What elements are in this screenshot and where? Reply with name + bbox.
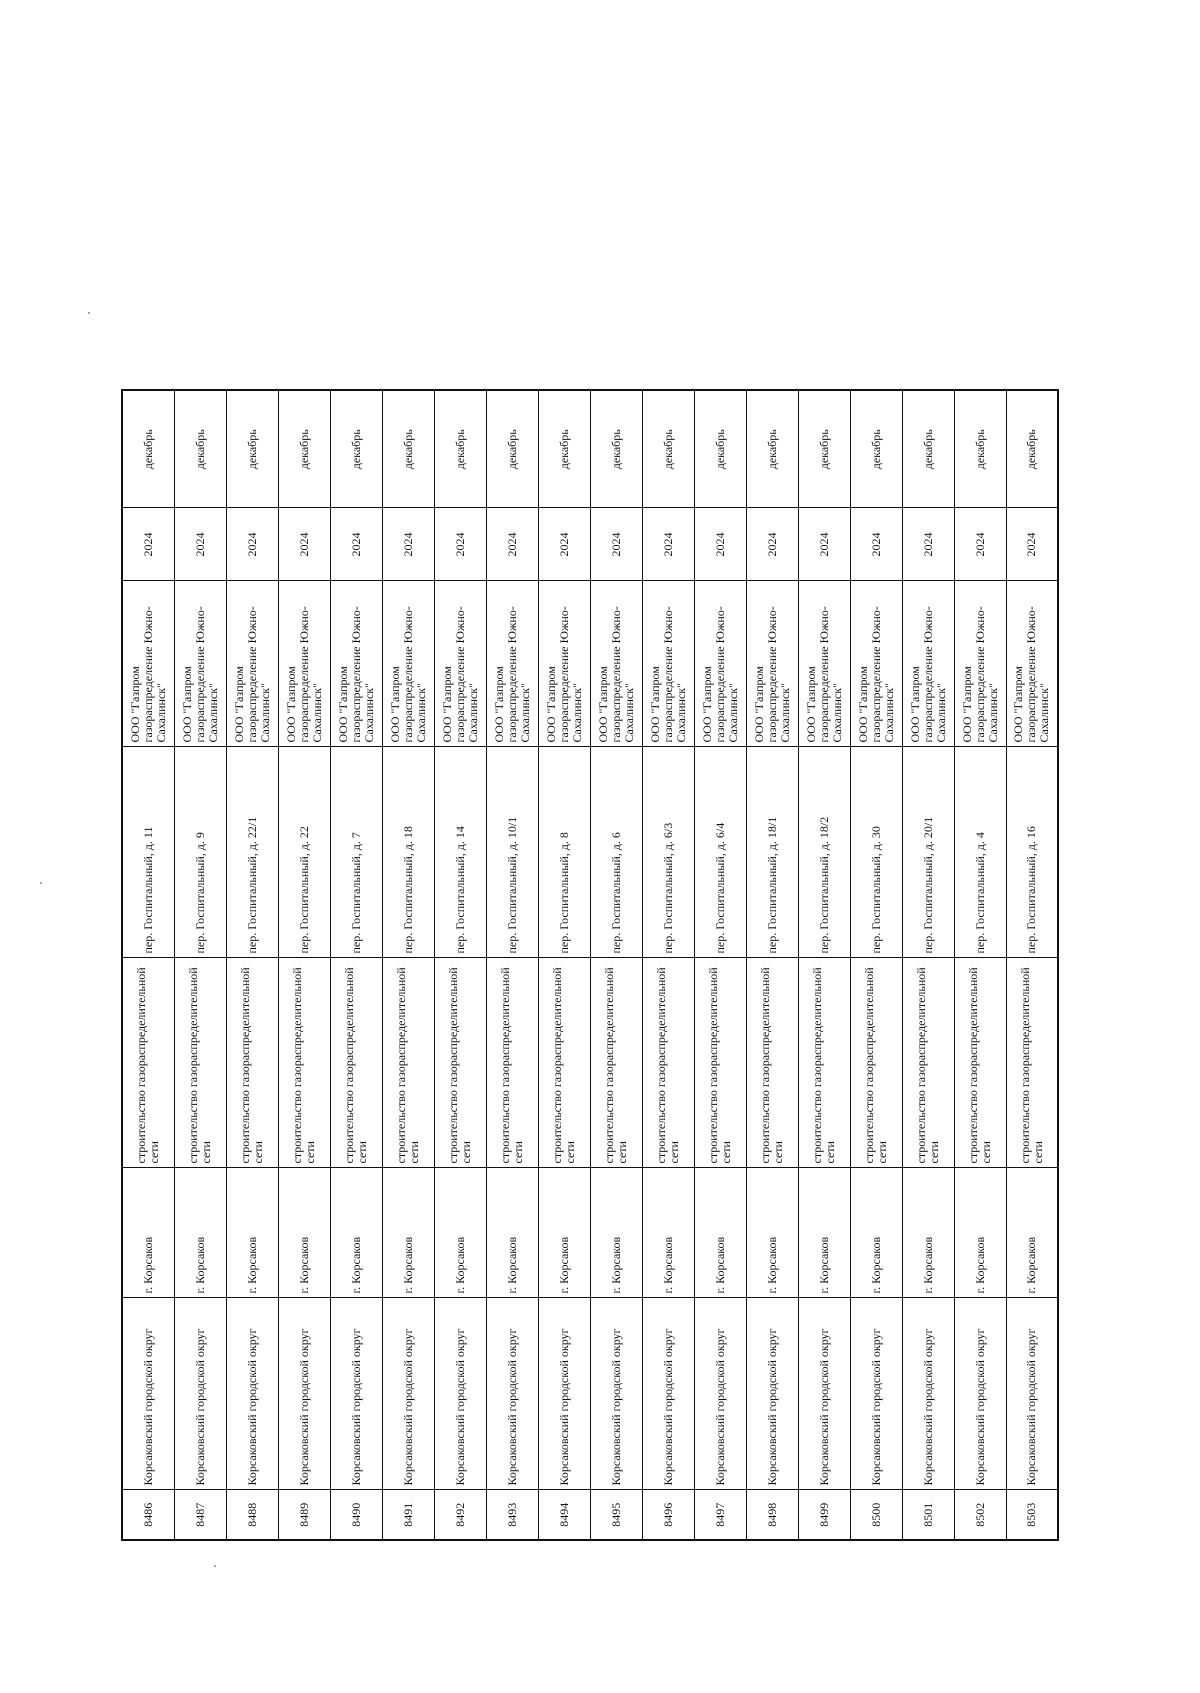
row-number: 8491: [382, 1490, 434, 1540]
row-number: 8499: [798, 1490, 850, 1540]
row-number: 8501: [902, 1490, 954, 1540]
table-row: [746, 390, 798, 1540]
city-cell: г. Корсаков: [382, 1168, 434, 1298]
row-number: 8496: [642, 1490, 694, 1540]
month-cell: декабрь: [590, 390, 642, 508]
month-cell: декабрь: [642, 390, 694, 508]
address-cell: пер. Госпитальный, д. 20/1: [902, 747, 954, 958]
row-number: 8488: [226, 1490, 278, 1540]
district-cell: Корсаковский городской округ: [226, 1298, 278, 1490]
row-number: 8502: [954, 1490, 1006, 1540]
organization-cell: ООО "Газпром газораспределение Южно-Сахалинск": [382, 581, 434, 747]
table-row: [850, 390, 902, 1540]
year-cell: 2024: [746, 508, 798, 581]
year-cell: 2024: [330, 508, 382, 581]
table-row: [902, 390, 954, 1540]
table-row: [798, 390, 850, 1540]
district-cell: Корсаковский городской округ: [850, 1298, 902, 1490]
table-row: [278, 390, 330, 1540]
month-cell: декабрь: [174, 390, 226, 508]
organization-cell: ООО "Газпром газораспределение Южно-Сахалинск": [694, 581, 746, 747]
table-row: [434, 390, 486, 1540]
work-type-cell: строительство газораспределительной сети: [174, 958, 226, 1168]
row-number: 8495: [590, 1490, 642, 1540]
organization-cell: ООО "Газпром газораспределение Южно-Сахалинск": [746, 581, 798, 747]
year-cell: 2024: [694, 508, 746, 581]
row-number: 8498: [746, 1490, 798, 1540]
row-number: 8500: [850, 1490, 902, 1540]
work-type-cell: строительство газораспределительной сети: [486, 958, 538, 1168]
district-cell: Корсаковский городской округ: [330, 1298, 382, 1490]
year-cell: 2024: [902, 508, 954, 581]
address-cell: пер. Госпитальный, д. 14: [434, 747, 486, 958]
table-body: [122, 390, 1058, 1540]
month-cell: декабрь: [226, 390, 278, 508]
month-cell: декабрь: [694, 390, 746, 508]
year-cell: 2024: [642, 508, 694, 581]
month-cell: декабрь: [330, 390, 382, 508]
organization-cell: ООО "Газпром газораспределение Южно-Сахалинск": [642, 581, 694, 747]
city-cell: г. Корсаков: [122, 1168, 174, 1298]
district-cell: Корсаковский городской округ: [278, 1298, 330, 1490]
organization-cell: ООО "Газпром газораспределение Южно-Сахалинск": [226, 581, 278, 747]
scan-speck: [88, 312, 90, 314]
row-number: 8492: [434, 1490, 486, 1540]
address-cell: пер. Госпитальный, д. 6/3: [642, 747, 694, 958]
row-number: 8497: [694, 1490, 746, 1540]
rotated-table-wrapper: [121, 391, 1057, 1541]
work-type-cell: строительство газораспределительной сети: [226, 958, 278, 1168]
address-cell: пер. Госпитальный, д. 18/2: [798, 747, 850, 958]
month-cell: декабрь: [850, 390, 902, 508]
work-type-cell: строительство газораспределительной сети: [902, 958, 954, 1168]
district-cell: Корсаковский городской округ: [486, 1298, 538, 1490]
district-cell: Корсаковский городской округ: [434, 1298, 486, 1490]
city-cell: г. Корсаков: [954, 1168, 1006, 1298]
scan-speck: [40, 882, 42, 884]
month-cell: декабрь: [434, 390, 486, 508]
month-cell: декабрь: [746, 390, 798, 508]
city-cell: г. Корсаков: [590, 1168, 642, 1298]
year-cell: 2024: [174, 508, 226, 581]
gas-network-table: [121, 389, 1059, 1541]
month-cell: декабрь: [798, 390, 850, 508]
row-number: 8489: [278, 1490, 330, 1540]
table-row: [486, 390, 538, 1540]
work-type-cell: строительство газораспределительной сети: [642, 958, 694, 1168]
organization-cell: ООО "Газпром газораспределение Южно-Сахалинск": [902, 581, 954, 747]
table-row: [382, 390, 434, 1540]
address-cell: пер. Госпитальный, д. 30: [850, 747, 902, 958]
city-cell: г. Корсаков: [434, 1168, 486, 1298]
month-cell: декабрь: [486, 390, 538, 508]
address-cell: пер. Госпитальный, д. 22/1: [226, 747, 278, 958]
district-cell: Корсаковский городской округ: [798, 1298, 850, 1490]
table-row: [954, 390, 1006, 1540]
work-type-cell: строительство газораспределительной сети: [694, 958, 746, 1168]
work-type-cell: строительство газораспределительной сети: [122, 958, 174, 1168]
work-type-cell: строительство газораспределительной сети: [382, 958, 434, 1168]
organization-cell: ООО "Газпром газораспределение Южно-Сахалинск": [1006, 581, 1058, 747]
organization-cell: ООО "Газпром газораспределение Южно-Сахалинск": [278, 581, 330, 747]
row-number: 8486: [122, 1490, 174, 1540]
district-cell: Корсаковский городской округ: [122, 1298, 174, 1490]
table-row: [226, 390, 278, 1540]
address-cell: пер. Госпитальный, д. 7: [330, 747, 382, 958]
organization-cell: ООО "Газпром газораспределение Южно-Сахалинск": [538, 581, 590, 747]
district-cell: Корсаковский городской округ: [746, 1298, 798, 1490]
city-cell: г. Корсаков: [226, 1168, 278, 1298]
city-cell: г. Корсаков: [486, 1168, 538, 1298]
organization-cell: ООО "Газпром газораспределение Южно-Сахалинск": [486, 581, 538, 747]
year-cell: 2024: [486, 508, 538, 581]
work-type-cell: строительство газораспределительной сети: [538, 958, 590, 1168]
city-cell: г. Корсаков: [278, 1168, 330, 1298]
work-type-cell: строительство газораспределительной сети: [434, 958, 486, 1168]
district-cell: Корсаковский городской округ: [382, 1298, 434, 1490]
address-cell: пер. Госпитальный, д. 10/1: [486, 747, 538, 958]
organization-cell: ООО "Газпром газораспределение Южно-Сахалинск": [954, 581, 1006, 747]
city-cell: г. Корсаков: [798, 1168, 850, 1298]
district-cell: Корсаковский городской округ: [954, 1298, 1006, 1490]
address-cell: пер. Госпитальный, д. 4: [954, 747, 1006, 958]
month-cell: декабрь: [538, 390, 590, 508]
table-row: [642, 390, 694, 1540]
year-cell: 2024: [538, 508, 590, 581]
organization-cell: ООО "Газпром газораспределение Южно-Сахалинск": [434, 581, 486, 747]
organization-cell: ООО "Газпром газораспределение Южно-Сахалинск": [850, 581, 902, 747]
table-row: [1006, 390, 1058, 1540]
city-cell: г. Корсаков: [850, 1168, 902, 1298]
address-cell: пер. Госпитальный, д. 18: [382, 747, 434, 958]
organization-cell: ООО "Газпром газораспределение Южно-Сахалинск": [590, 581, 642, 747]
organization-cell: ООО "Газпром газораспределение Южно-Сахалинск": [174, 581, 226, 747]
year-cell: 2024: [122, 508, 174, 581]
work-type-cell: строительство газораспределительной сети: [1006, 958, 1058, 1168]
work-type-cell: строительство газораспределительной сети: [278, 958, 330, 1168]
district-cell: Корсаковский городской округ: [538, 1298, 590, 1490]
organization-cell: ООО "Газпром газораспределение Южно-Сахалинск": [122, 581, 174, 747]
table-row: [694, 390, 746, 1540]
table-row: [590, 390, 642, 1540]
address-cell: пер. Госпитальный, д. 18/1: [746, 747, 798, 958]
address-cell: пер. Госпитальный, д. 11: [122, 747, 174, 958]
work-type-cell: строительство газораспределительной сети: [330, 958, 382, 1168]
month-cell: декабрь: [902, 390, 954, 508]
city-cell: г. Корсаков: [642, 1168, 694, 1298]
year-cell: 2024: [226, 508, 278, 581]
table-row: [122, 390, 174, 1540]
month-cell: декабрь: [1006, 390, 1058, 508]
month-cell: декабрь: [954, 390, 1006, 508]
district-cell: Корсаковский городской округ: [694, 1298, 746, 1490]
address-cell: пер. Госпитальный, д. 22: [278, 747, 330, 958]
work-type-cell: строительство газораспределительной сети: [850, 958, 902, 1168]
city-cell: г. Корсаков: [694, 1168, 746, 1298]
table-row: [174, 390, 226, 1540]
month-cell: декабрь: [382, 390, 434, 508]
district-cell: Корсаковский городской округ: [902, 1298, 954, 1490]
scan-speck: [214, 1565, 216, 1567]
table-row: [330, 390, 382, 1540]
address-cell: пер. Госпитальный, д. 16: [1006, 747, 1058, 958]
year-cell: 2024: [798, 508, 850, 581]
year-cell: 2024: [1006, 508, 1058, 581]
year-cell: 2024: [954, 508, 1006, 581]
year-cell: 2024: [850, 508, 902, 581]
work-type-cell: строительство газораспределительной сети: [798, 958, 850, 1168]
organization-cell: ООО "Газпром газораспределение Южно-Сахалинск": [798, 581, 850, 747]
city-cell: г. Корсаков: [746, 1168, 798, 1298]
month-cell: декабрь: [122, 390, 174, 508]
row-number: 8490: [330, 1490, 382, 1540]
work-type-cell: строительство газораспределительной сети: [954, 958, 1006, 1168]
city-cell: г. Корсаков: [1006, 1168, 1058, 1298]
year-cell: 2024: [590, 508, 642, 581]
city-cell: г. Корсаков: [902, 1168, 954, 1298]
city-cell: г. Корсаков: [330, 1168, 382, 1298]
address-cell: пер. Госпитальный, д. 6: [590, 747, 642, 958]
work-type-cell: строительство газораспределительной сети: [746, 958, 798, 1168]
row-number: 8494: [538, 1490, 590, 1540]
city-cell: г. Корсаков: [174, 1168, 226, 1298]
district-cell: Корсаковский городской округ: [1006, 1298, 1058, 1490]
district-cell: Корсаковский городской округ: [642, 1298, 694, 1490]
work-type-cell: строительство газораспределительной сети: [590, 958, 642, 1168]
organization-cell: ООО "Газпром газораспределение Южно-Сахалинск": [330, 581, 382, 747]
district-cell: Корсаковский городской округ: [174, 1298, 226, 1490]
row-number: 8503: [1006, 1490, 1058, 1540]
row-number: 8487: [174, 1490, 226, 1540]
year-cell: 2024: [278, 508, 330, 581]
year-cell: 2024: [434, 508, 486, 581]
address-cell: пер. Госпитальный, д. 6/4: [694, 747, 746, 958]
district-cell: Корсаковский городской округ: [590, 1298, 642, 1490]
table-row: [538, 390, 590, 1540]
city-cell: г. Корсаков: [538, 1168, 590, 1298]
row-number: 8493: [486, 1490, 538, 1540]
year-cell: 2024: [382, 508, 434, 581]
address-cell: пер. Госпитальный, д. 8: [538, 747, 590, 958]
month-cell: декабрь: [278, 390, 330, 508]
address-cell: пер. Госпитальный, д. 9: [174, 747, 226, 958]
